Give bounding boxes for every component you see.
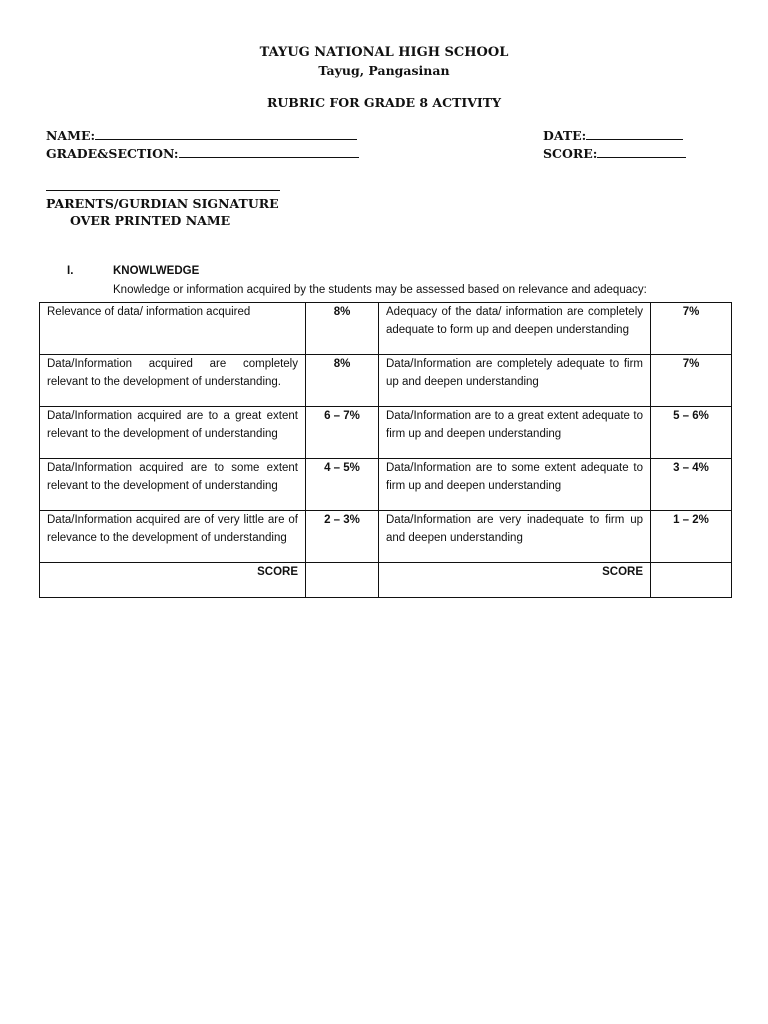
score-field[interactable] xyxy=(543,146,686,161)
table-row xyxy=(40,459,732,511)
relevance-criterion: Data/Information acquired are completely relevant to the development of understanding. xyxy=(40,355,306,407)
name-field[interactable] xyxy=(46,128,357,143)
table-header-row xyxy=(40,303,732,355)
relevance-score-cell[interactable] xyxy=(306,563,379,598)
signature-label-1: PARENTS/GURDIAN SIGNATURE xyxy=(46,196,279,211)
relevance-pct: 2 – 3% xyxy=(306,511,379,563)
adequacy-pct: 7% xyxy=(651,355,732,407)
relevance-pct: 8% xyxy=(306,355,379,407)
adequacy-criterion: Data/Information are very inadequate to firm up and deepen understanding xyxy=(379,511,651,563)
relevance-criterion: Data/Information acquired are of very little are of relevance to the development of understanding xyxy=(40,511,306,563)
table-row xyxy=(40,407,732,459)
name-blank[interactable] xyxy=(95,128,357,140)
signature-label-2: OVER PRINTED NAME xyxy=(70,213,231,228)
table-row xyxy=(40,355,732,407)
relevance-criterion: Data/Information acquired are to some extent relevant to the development of understanding xyxy=(40,459,306,511)
adequacy-score-label: SCORE xyxy=(379,563,651,598)
adequacy-criterion: Data/Information are to some extent adequate to firm up and deepen understanding xyxy=(379,459,651,511)
school-location: Tayug, Pangasinan xyxy=(318,63,450,78)
rubric-table xyxy=(39,302,732,598)
section-title: KNOWLWEDGE xyxy=(113,265,200,277)
relevance-pct: 4 – 5% xyxy=(306,459,379,511)
relevance-criterion: Data/Information acquired are to a great extent relevant to the development of understanding xyxy=(40,407,306,459)
adequacy-header-pct: 7% xyxy=(651,303,732,355)
score-blank[interactable] xyxy=(597,146,686,158)
adequacy-criterion: Data/Information are completely adequate to firm up and deepen understanding xyxy=(379,355,651,407)
rubric-title: RUBRIC FOR GRADE 8 ACTIVITY xyxy=(267,95,501,110)
relevance-score-label: SCORE xyxy=(40,563,306,598)
section-description: Knowledge or information acquired by the students may be assessed based on relevance and adequacy: xyxy=(113,284,647,296)
adequacy-pct: 5 – 6% xyxy=(651,407,732,459)
adequacy-header: Adequacy of the data/ information are completely adequate to form up and deepen understanding xyxy=(379,303,651,355)
date-blank[interactable] xyxy=(586,128,683,140)
date-field[interactable] xyxy=(543,128,683,143)
relevance-pct: 6 – 7% xyxy=(306,407,379,459)
relevance-header: Relevance of data/ information acquired xyxy=(40,303,306,355)
section-number: I. xyxy=(67,265,74,277)
name-label: NAME: xyxy=(46,128,96,143)
adequacy-score-cell[interactable] xyxy=(651,563,732,598)
adequacy-pct: 1 – 2% xyxy=(651,511,732,563)
date-label: DATE: xyxy=(543,128,587,143)
relevance-header-pct: 8% xyxy=(306,303,379,355)
adequacy-criterion: Data/Information are to a great extent adequate to firm up and deepen understanding xyxy=(379,407,651,459)
grade-section-label: GRADE&SECTION: xyxy=(46,146,179,161)
score-label: SCORE: xyxy=(543,146,598,161)
signature-line[interactable] xyxy=(46,190,280,191)
table-row xyxy=(40,511,732,563)
grade-section-blank[interactable] xyxy=(179,146,359,158)
school-name: TAYUG NATIONAL HIGH SCHOOL xyxy=(259,45,509,60)
grade-section-field[interactable] xyxy=(46,146,359,161)
adequacy-pct: 3 – 4% xyxy=(651,459,732,511)
score-row xyxy=(40,563,732,598)
